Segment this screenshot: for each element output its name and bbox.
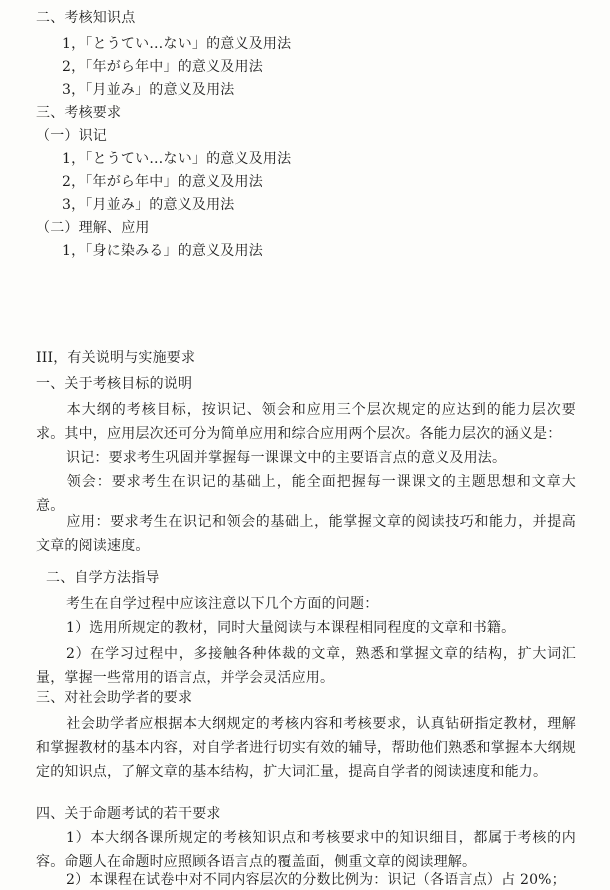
list-item: 3，「月並み」的意义及用法	[62, 197, 235, 213]
paragraph-text: 识记：要求考生巩固并掌握每一课课文中的主要语言点的意义及用法。	[66, 450, 507, 466]
part-heading: III，有关说明与实施要求	[36, 350, 196, 366]
paragraph	[36, 642, 576, 690]
list-item: 2，「年がら年中」的意义及用法	[62, 59, 263, 75]
list-item: 1，「身に染みる」的意义及用法	[62, 243, 263, 259]
paragraph	[36, 398, 576, 446]
subsection-heading-memorize: （一）识记	[36, 128, 107, 144]
section-heading-self-study: 二、自学方法指导	[46, 570, 160, 586]
section-heading-goal: 一、关于考核目标的说明	[36, 376, 193, 392]
section-heading-knowledge-points: 二、考核知识点	[36, 10, 136, 26]
section-heading-exam: 四、关于命题考试的若干要求	[36, 806, 221, 822]
paragraph	[36, 446, 576, 470]
paragraph-text: 2）在学习过程中，多接触各种体裁的文章，熟悉和掌握文章的结构，扩大词汇量，掌握一些常用的语言点，并学会灵活应用。	[36, 646, 576, 686]
paragraph-text: 考生在自学过程中应该注意以下几个方面的问题：	[66, 596, 379, 612]
paragraph-text: 1）本大纲各课所规定的考核知识点和考核要求中的知识细目，都属于考核的内容。命题人在命题时应照顾各语言点的覆盖面，侧重文章的阅读理解。	[36, 830, 576, 870]
paragraph-text: 领会：要求考生在识记的基础上，能全面把握每一课课文的主题思想和文章大意。	[36, 474, 576, 514]
paragraph	[36, 510, 576, 558]
paragraph	[36, 712, 576, 784]
list-item: 2，「年がら年中」的意义及用法	[62, 174, 263, 190]
section-heading-requirements: 三、考核要求	[36, 105, 122, 121]
list-item: 1，「とうてい…ない」的意义及用法	[62, 151, 292, 167]
paragraph	[36, 592, 576, 616]
paragraph	[36, 616, 576, 640]
paragraph-text: 2）本课程在试卷中对不同内容层次的分数比例为：识记（各语言点）占 20%；	[66, 872, 566, 888]
paragraph-text: 本大纲的考核目标，按识记、领会和应用三个层次规定的应达到的能力层次要求。其中，应用层次还可分为简单应用和综合应用两个层次。各能力层次的涵义是：	[36, 402, 576, 442]
subsection-heading-apply: （二）理解、应用	[36, 220, 150, 236]
list-item: 3，「月並み」的意义及用法	[62, 82, 235, 98]
paragraph-text: 社会助学者应根据本大纲规定的考核内容和考核要求，认真钻研指定教材，理解和掌握教材的基本内容，对自学者进行切实有效的辅导，帮助他们熟悉和掌握本大纲规定的知识点，了解文章的基本结构，扩大词汇量，提高自学者的阅读速度和能力。	[36, 716, 576, 780]
paragraph	[36, 868, 576, 890]
section-heading-tutors: 三、对社会助学者的要求	[36, 690, 193, 706]
list-item: 1，「とうてい…ない」的意义及用法	[62, 36, 292, 52]
paragraph-text: 应用：要求考生在识记和领会的基础上，能掌握文章的阅读技巧和能力，并提高文章的阅读速度。	[36, 514, 576, 554]
paragraph-text: 1）选用所规定的教材，同时大量阅读与本课程相同程度的文章和书籍。	[66, 620, 516, 636]
paragraph	[36, 826, 576, 874]
